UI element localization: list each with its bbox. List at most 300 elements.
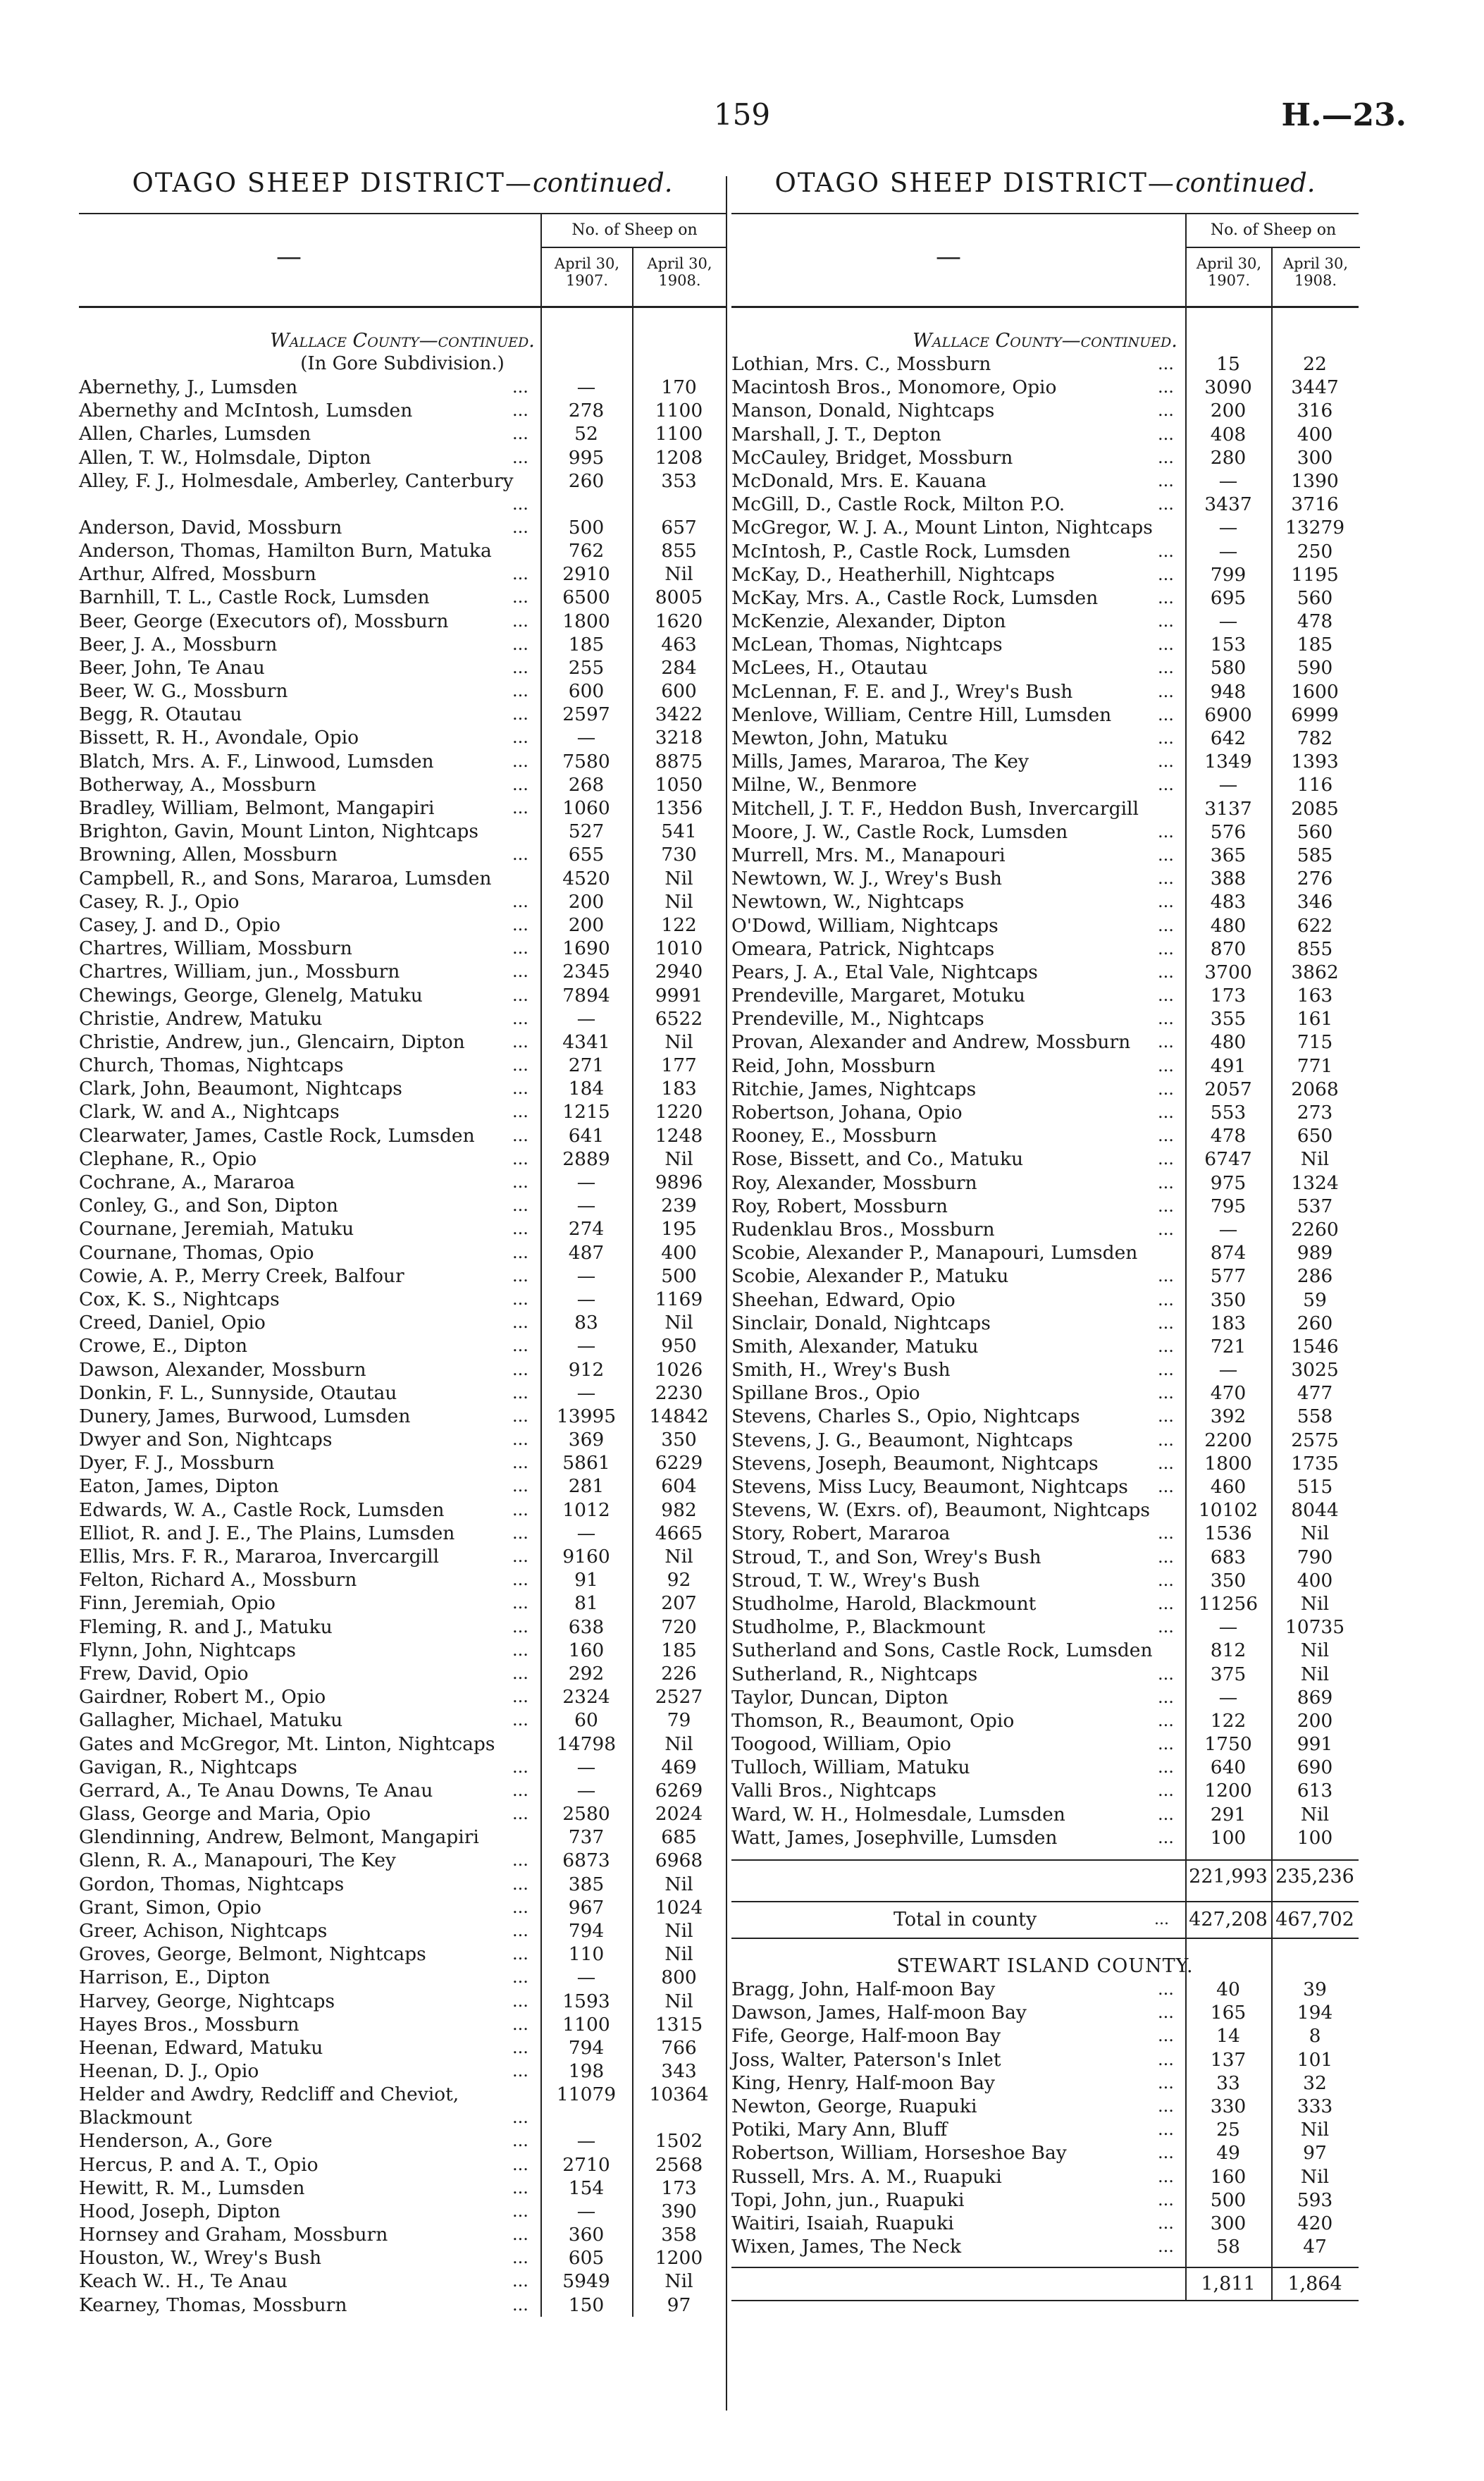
sheep-count-1908: 6269 [655,1779,703,1802]
sheep-count-1907: 200 [1210,400,1247,422]
sheep-count-1907: 2889 [562,1147,610,1170]
leader-dots: ... [512,1687,528,1707]
sheep-count-1908: Nil [664,1990,693,2012]
sheep-count-1907: — [1218,610,1238,633]
sheep-count-1908: 59 [1303,1288,1327,1311]
table-row [79,1732,726,1756]
sheep-count-1907: — [576,1779,596,1802]
sheep-count-1908: 8044 [1291,1499,1339,1522]
leader-dots: ... [1158,1219,1174,1239]
sheep-count-1907: 83 [574,1312,598,1334]
leader-dots: ... [512,657,528,677]
sheep-count-1908: 161 [1297,1008,1333,1030]
leader-dots: ... [512,985,528,1005]
sheep-count-1907: 81 [574,1592,598,1615]
leader-dots: ... [512,1288,528,1309]
sheep-count-1908: Nil [664,563,693,586]
sheep-count-1907: 60 [574,1709,598,1732]
holder-name: Fife, George, Half-moon Bay [731,2025,1001,2048]
leader-dots: ... [512,914,528,935]
sheep-count-1908: 22 [1303,353,1327,375]
leader-dots: ... [512,1990,528,2011]
table-row [79,633,726,656]
document-reference: H.—23. [1281,97,1406,133]
sheep-count-1908: 183 [661,1078,697,1100]
holder-name: Arthur, Alfred, Mossburn [79,563,316,586]
sheep-count-1908: 515 [1297,1476,1333,1498]
table-row [731,961,1359,984]
holder-name: Tulloch, William, Matuku [731,1756,970,1779]
leader-dots: ... [512,1522,528,1543]
sheep-count-1907: 184 [568,1078,605,1100]
holder-name: Story, Robert, Mararoa [731,1522,951,1545]
sheep-count-1908: 855 [1297,937,1333,960]
sheep-count-1907: 641 [568,1124,605,1147]
sheep-count-1907: 553 [1210,1102,1247,1123]
sheep-count-1908: 1546 [1291,1335,1339,1358]
sheep-count-1907: 122 [1210,1709,1247,1732]
table-row [731,2071,1359,2095]
table-row [731,1615,1359,1639]
sheep-count-1908: Nil [664,1920,693,1942]
sheep-count-1907: 995 [568,446,605,469]
leader-dots: ... [512,1476,528,1496]
leader-dots: ... [512,2177,528,2198]
table-row [79,1124,726,1147]
holder-name: Beer, W. G., Mossburn [79,680,288,703]
table-row [731,1686,1359,1709]
sheep-count-1907: — [576,2130,596,2153]
holder-name: Gates and McGregor, Mt. Linton, Nightcaps [79,1732,495,1755]
sheep-count-1908: 47 [1303,2236,1327,2258]
table-row [731,1663,1359,1686]
sheep-count-1908: 9991 [655,984,703,1006]
leader-dots: ... [1158,400,1174,421]
sheep-count-1907: 6873 [562,1849,610,1872]
table-row [79,703,726,726]
leader-dots: ... [1158,658,1174,678]
sheep-count-1907: 385 [568,1873,605,1895]
table-row [731,1030,1359,1054]
table-row [79,773,726,796]
leader-dots: ... [512,1031,528,1052]
table-row [79,1756,726,1779]
holder-name: Conley, G., and Son, Dipton [79,1195,338,1217]
sheep-count-1907: 655 [568,844,605,866]
table-row [731,1218,1359,1241]
sheep-count-1907: 737 [568,1826,605,1849]
holder-name: Reid, John, Mossburn [731,1054,936,1077]
holder-name: Glass, George and Maria, Opio [79,1803,371,1826]
sheep-count-1907: — [1218,517,1238,539]
sheep-count-1908: 116 [1297,774,1333,796]
holder-name: Studholme, Harold, Blackmount [731,1592,1037,1615]
sheep-count-1907: 762 [568,539,605,562]
sheep-count-1908: 590 [1297,657,1333,679]
holder-name: Gallagher, Michael, Matuku [79,1709,343,1732]
leader-dots: ... [512,1453,528,1473]
leader-dots: ... [1158,681,1174,701]
holder-name: Watt, James, Josephville, Lumsden [731,1826,1058,1849]
leader-dots: ... [512,400,528,421]
sheep-count-1907: 2710 [562,2153,610,2176]
holder-name: Topi, John, jun., Ruapuki [731,2188,965,2211]
sheep-count-1907: 480 [1210,1031,1247,1054]
sheep-count-1908: 316 [1297,400,1333,422]
holder-name: Roy, Alexander, Mossburn [731,1171,977,1194]
holder-name: Campbell, R., and Sons, Mararoa, Lumsden [79,867,492,889]
sheep-count-1907: 165 [1210,2002,1247,2024]
leader-dots: ... [512,424,528,444]
leader-dots: ... [1158,1336,1174,1356]
leader-dots: ... [512,961,528,982]
holder-name: Cox, K. S., Nightcaps [79,1288,280,1310]
sheep-count-1908: 1100 [655,423,703,445]
table-row [731,1171,1359,1195]
sheep-count-1907: 280 [1210,446,1247,469]
holder-name: McKay, D., Heatherhill, Nightcaps [731,563,1055,586]
sheep-count-1907: 576 [1210,820,1247,843]
table-row [731,1312,1359,1335]
holder-name: Hewitt, R. M., Lumsden [79,2177,305,2199]
leader-dots: ... [1158,2026,1174,2046]
holder-name: Creed, Daniel, Opio [79,1312,266,1334]
sheep-count-1908: 730 [661,844,697,866]
table-row [79,1873,726,1896]
holder-name: McDonald, Mrs. E. Kauana [731,469,987,492]
leader-dots: ... [1158,704,1174,725]
holder-name: Milne, W., Benmore [731,774,917,796]
sheep-count-1908: 469 [661,1756,697,1778]
sheep-count-1908: Nil [664,867,693,889]
sheep-count-1907: 160 [568,1639,605,1661]
sheep-count-1907: 695 [1210,586,1247,609]
leader-dots: ... [512,1873,528,1894]
sheep-count-1907: 1536 [1204,1522,1252,1545]
holder-name: Bragg, John, Half-moon Bay [731,1978,996,2000]
sheep-count-1907: 487 [568,1241,605,1264]
sheep-count-1908: 122 [661,913,697,936]
table-row [79,867,726,890]
sheep-count-1908: 260 [1297,1312,1333,1334]
sheep-count-1907: 173 [1210,985,1247,1007]
table-row [79,516,726,539]
holder-name: Finn, Jeremiah, Opio [79,1592,276,1615]
leader-dots: ... [1158,2095,1174,2116]
holder-name: Smith, H., Wrey's Bush [731,1359,951,1381]
table-row [731,1054,1359,1078]
sheep-count-1907: 2324 [562,1686,610,1709]
sheep-count-1908: Nil [664,1147,693,1170]
sheep-count-1907: 1200 [1204,1780,1252,1802]
page-number: 159 [713,97,771,132]
holder-name: Sutherland and Sons, Castle Rock, Lumsden [731,1639,1153,1662]
leader-dots: ... [512,587,528,608]
table-row [79,1522,726,1545]
leader-dots: ... [1158,1663,1174,1684]
sheep-count-1908: 500 [661,1264,697,1287]
sheep-count-1907: 1800 [1204,1452,1252,1475]
sheep-count-1907: 794 [568,1920,605,1942]
table-row [731,1592,1359,1615]
holder-name: Flynn, John, Nightcaps [79,1639,296,1661]
left-column-title [79,169,726,213]
sheep-count-1907: — [1218,1359,1238,1381]
sheep-count-1907: 683 [1210,1546,1247,1568]
sheep-count-1907: — [1218,774,1238,796]
holder-name: McLees, H., Otautau [731,657,928,679]
sheep-count-1908: 2068 [1291,1078,1339,1100]
holder-name: Gordon, Thomas, Nightcaps [79,1873,345,1895]
right-column-title [731,169,1359,213]
sheep-count-1907: — [1218,1686,1238,1709]
table-row [79,656,726,679]
sheep-count-1907: 25 [1216,2119,1240,2141]
table-row [79,586,726,609]
sheep-count-1908: 400 [661,1241,697,1264]
sheep-count-1908: 6229 [655,1452,703,1475]
table-row [79,1100,726,1123]
sheep-count-1908: 10735 [1285,1616,1345,1639]
holder-name: Gairdner, Robert M., Opio [79,1686,326,1709]
table-row [79,2153,726,2177]
sheep-count-1908: 173 [661,2177,697,2199]
sheep-count-1907: 480 [1210,914,1247,937]
holder-name: Cochrane, A., Mararoa [79,1171,295,1193]
sheep-count-1908: 657 [661,516,697,538]
left-header-1908: April 30, 1908. [632,247,726,306]
holder-name: Elliot, R. and J. E., The Plains, Lumsden [79,1522,455,1544]
holder-name: Christie, Andrew, jun., Glencairn, Dipton [79,1030,465,1053]
table-row [79,1007,726,1030]
leader-dots: ... [512,1102,528,1122]
leader-dots: ... [512,1359,528,1379]
leader-dots: ... [1158,1195,1174,1216]
table-row [79,1919,726,1943]
left-header-sheep-group: No. of Sheep on [540,214,727,248]
leader-dots: ... [1158,424,1174,444]
sheep-count-1907: 721 [1210,1335,1247,1358]
sheep-count-1908: 350 [661,1429,697,1451]
sheep-count-1908: 185 [661,1639,697,1661]
sheep-count-1908: 1220 [655,1101,703,1123]
leader-dots: ... [1158,1593,1174,1613]
leader-dots: ... [512,844,528,865]
sheep-count-1908: 79 [667,1709,691,1732]
sheep-count-1907: 274 [568,1218,605,1240]
left-subsection-heading: (In Gore Subdivision.) [300,353,505,374]
sheep-count-1907: — [576,1264,596,1287]
holder-name: Stevens, Miss Lucy, Beaumont, Nightcaps [731,1476,1128,1498]
holder-name: Hood, Joseph, Dipton [79,2200,280,2222]
table-row [79,1545,726,1568]
sheep-count-1908: 585 [1297,844,1333,866]
table-row [731,2141,1359,2165]
table-row [79,446,726,469]
table-row [731,1978,1359,2001]
sheep-count-1908: 1010 [655,937,703,960]
table-row [731,423,1359,446]
leader-dots: ... [1158,2166,1174,2186]
wallace-total-row [731,1901,1359,1939]
holder-name: Prendeville, Margaret, Motuku [731,985,1025,1007]
sheep-count-1908: 333 [1297,2095,1333,2117]
table-row [731,727,1359,750]
sheep-count-1907: 1349 [1204,751,1252,773]
leader-dots: ... [1158,2143,1174,2163]
sheep-count-1907: 365 [1210,844,1247,866]
table-row [79,1709,726,1732]
leader-dots: ... [512,1780,528,1800]
table-row [79,1592,726,1615]
table-row [79,2036,726,2060]
sheep-count-1907: 1800 [562,610,610,632]
table-row [79,820,726,843]
total-1907: 427,208 [1189,1909,1268,1931]
sheep-count-1908: Nil [1300,2165,1330,2188]
sheep-count-1908: 560 [1297,820,1333,843]
leader-dots: ... [512,1593,528,1613]
leader-dots: ... [512,1055,528,1076]
sheep-count-1908: 200 [1297,1709,1333,1732]
table-row [731,844,1359,867]
sheep-count-1908: 1248 [655,1124,703,1147]
sheep-count-1908: 400 [1297,423,1333,445]
holder-name: Botherway, A., Mossburn [79,773,316,796]
table-row [731,446,1359,469]
sheep-count-1908: 97 [667,2294,691,2316]
holder-name: King, Henry, Half-moon Bay [731,2071,995,2094]
holder-name: McKenzie, Alexander, Dipton [731,610,1006,633]
sheep-count-1908: 346 [1297,891,1333,913]
leader-dots: ... [1158,1126,1174,1146]
holder-name: Church, Thomas, Nightcaps [79,1054,344,1077]
sheep-count-1908: 3862 [1291,961,1339,983]
sheep-count-1908: 390 [661,2200,697,2222]
sheep-count-1908: 163 [1297,985,1333,1007]
sheep-count-1908: 989 [1297,1242,1333,1264]
sheep-count-1907: 870 [1210,937,1247,960]
table-row [731,890,1359,913]
leader-dots: ... [512,727,528,748]
holder-name: Allen, T. W., Holmsdale, Dipton [79,446,371,469]
sheep-count-1908: 276 [1297,868,1333,890]
sheep-count-1907: — [576,1966,596,1989]
holder-name: Henderson, A., Gore [79,2130,273,2153]
stewart-island-heading: STEWART ISLAND COUNTY. [896,1955,1194,1977]
sheep-count-1907: — [576,1195,596,1217]
sheep-count-1907: — [576,376,596,398]
leader-dots: ... [1158,1546,1174,1567]
holder-name: Rudenklau Bros., Mossburn [731,1218,995,1240]
sheep-count-1907: 33 [1216,2071,1240,2094]
leader-dots: ... [512,681,528,701]
sheep-count-1908: Nil [664,1732,693,1755]
sheep-count-1907: 577 [1210,1265,1247,1288]
table-row [731,773,1359,796]
table-row [79,984,726,1007]
holder-name: Anderson, Thomas, Hamilton Burn, Matuka [79,539,492,562]
leader-dots: ... [1158,728,1174,748]
leader-dots: ... [512,2248,528,2268]
holder-name: Hornsey and Graham, Mossburn [79,2224,388,2246]
table-row [731,1241,1359,1264]
holder-name: Crowe, E., Dipton [79,1335,248,1358]
sheep-count-1907: — [576,1756,596,1778]
table-row [79,1685,726,1709]
sheep-count-1907: 1690 [562,937,610,960]
leader-dots: ... [1158,564,1174,584]
sheep-count-1907: 200 [568,913,605,936]
sheep-count-1907: 5949 [562,2270,610,2293]
leader-dots: ... [512,2131,528,2151]
leader-dots: ... [512,610,528,631]
sheep-count-1907: 14 [1216,2025,1240,2048]
holder-name: Abernethy, J., Lumsden [79,376,298,398]
holder-name: Cournane, Thomas, Opio [79,1241,314,1264]
holder-name: Scobie, Alexander P., Manapouri, Lumsden [731,1242,1138,1264]
leader-dots: ... [1158,470,1174,491]
sheep-count-1907: 967 [568,1896,605,1919]
table-row [79,1428,726,1451]
sheep-count-1908: Nil [664,1943,693,1966]
table-row [731,563,1359,586]
sheep-count-1908: 1050 [655,773,703,796]
table-row [79,679,726,703]
holder-name: Heenan, D. J., Opio [79,2060,259,2083]
holder-name: Bradley, William, Belmont, Mangapiri [79,797,435,819]
table-row [731,399,1359,422]
holder-name: Mills, James, Mararoa, The Key [731,751,1029,773]
wallace-subtotal-row [731,1859,1359,1892]
sheep-count-1907: 268 [568,773,605,796]
sheep-count-1908: 284 [661,656,697,679]
sheep-count-1907: 2057 [1204,1078,1252,1100]
sheep-count-1908: 6968 [655,1849,703,1872]
leader-dots: ... [512,564,528,584]
table-row [731,2118,1359,2141]
leader-dots: ... [512,1756,528,1777]
table-row [731,1732,1359,1756]
sheep-count-1907: 271 [568,1054,605,1077]
leader-dots: ... [512,1921,528,1940]
leader-dots: ... [512,1078,528,1099]
table-row [79,1896,726,1919]
leader-dots: ... [512,2271,528,2291]
leader-dots: ... [512,1219,528,1239]
leader-dots: ... [512,1546,528,1566]
sheep-count-1908: 560 [1297,586,1333,609]
sheep-count-1907: — [576,1335,596,1358]
sheep-count-1907: 3090 [1204,376,1252,399]
sheep-count-1908: 950 [661,1335,697,1358]
sheep-count-1908: 869 [1297,1686,1333,1709]
sheep-count-1908: 3447 [1291,376,1339,399]
sheep-count-1907: 369 [568,1429,605,1451]
sheep-count-1907: 799 [1210,563,1247,586]
sheep-count-1908: 790 [1297,1546,1333,1568]
leader-dots: ... [512,1382,528,1403]
sheep-count-1908: 194 [1297,2002,1333,2024]
table-row [731,1709,1359,1732]
sheep-count-1907: 6747 [1204,1148,1252,1171]
holder-name: Clephane, R., Opio [79,1147,257,1170]
sheep-count-1907: 6500 [562,586,610,609]
holder-name: Beer, George (Executors of), Mossburn [79,610,449,632]
sheep-count-1908: 2260 [1291,1218,1339,1240]
sheep-count-1907: 375 [1210,1663,1247,1685]
sheep-count-1907: 91 [574,1569,598,1592]
